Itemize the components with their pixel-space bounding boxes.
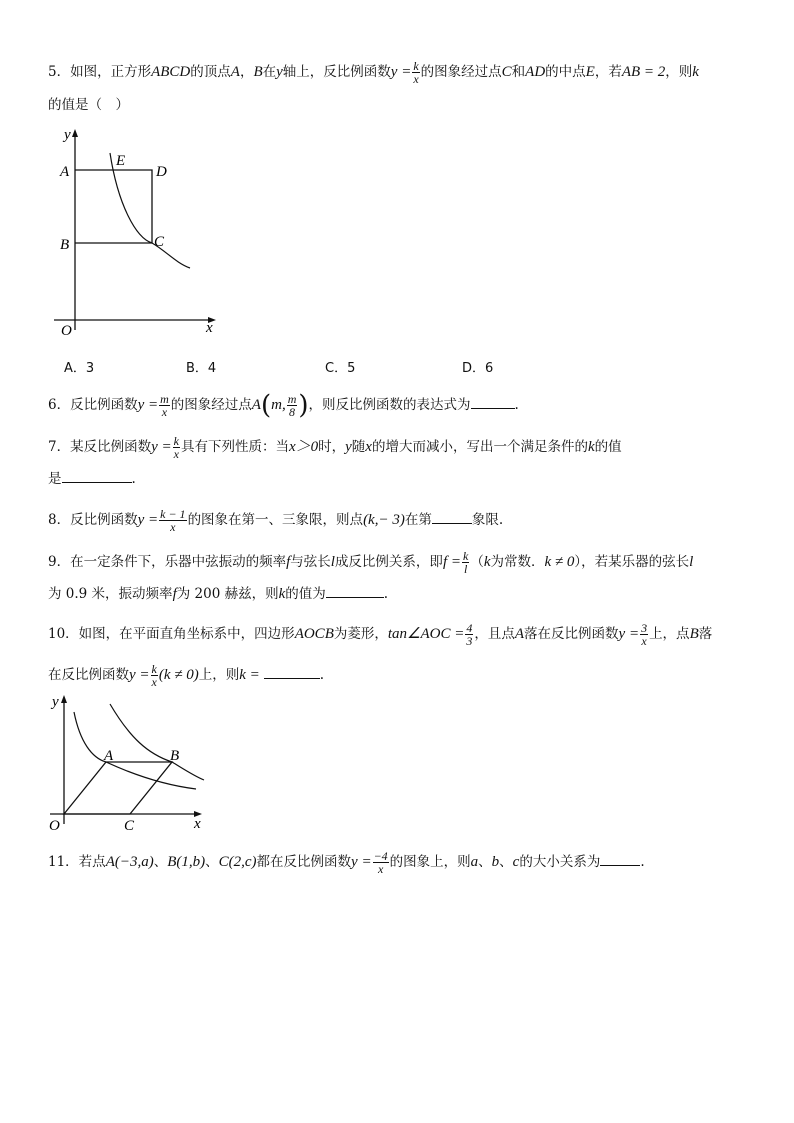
- q8-point: (k,− 3): [363, 512, 405, 528]
- q11-text: 的图象上，则: [389, 854, 471, 870]
- q7-y-equals: y =: [151, 439, 172, 455]
- q10-text: 落: [698, 626, 713, 642]
- q5-fig-label-d: D: [156, 164, 167, 180]
- q8-fraction: [159, 508, 186, 533]
- q5-fig-label-c: C: [154, 234, 165, 250]
- q5-fig-label-a: A: [60, 164, 70, 180]
- q7-y-var: y: [345, 439, 352, 455]
- q10-fig-label-o: O: [49, 818, 60, 834]
- q5-point-a: A: [230, 64, 240, 80]
- q11-c-var: c: [512, 854, 520, 870]
- q8-text: 8．反比例函数: [48, 512, 138, 528]
- q11-point-c: C(2,c): [218, 854, 257, 870]
- q10-fig-label-a: A: [104, 748, 114, 764]
- q5-line-1: [48, 60, 699, 85]
- q9-text: ），若某乐器的弦长: [574, 554, 690, 570]
- q5-choice-c[interactable]: C．5: [325, 361, 356, 376]
- q10-fraction: [640, 622, 648, 647]
- q5-figure: [48, 125, 228, 343]
- q11-text: 、: [499, 854, 513, 870]
- q8-y-equals: y =: [137, 512, 159, 528]
- q11-text: 11．若点: [48, 854, 106, 870]
- q9-f-var: f: [286, 554, 291, 570]
- q5-ab-value: AB = 2: [621, 64, 666, 80]
- q5-fig-label-e: E: [116, 153, 126, 169]
- q10-y-axis-arrow: [61, 695, 67, 703]
- q5-text: 轴上，反比例函数: [282, 64, 391, 80]
- q5-choice-d[interactable]: D．6: [462, 361, 494, 376]
- q10-line-2: [48, 663, 324, 688]
- q5-text: 5．如图，正方形: [48, 64, 152, 80]
- fraction-numerator: 3: [641, 621, 648, 635]
- q5-text: 和: [511, 64, 526, 80]
- q9-l-var: l: [330, 554, 335, 570]
- q9-k-var: k: [278, 586, 286, 602]
- q5-y-var: y: [276, 64, 283, 80]
- q6-line: [48, 390, 519, 421]
- q5-y-equals: y =: [390, 64, 412, 80]
- q11-fraction: [373, 850, 389, 875]
- q10-text: 落在反比例函数: [524, 626, 619, 642]
- q5-fraction: [412, 60, 419, 85]
- q9-f-var: f: [172, 586, 177, 602]
- q5-text: ，若: [594, 64, 622, 80]
- q6-right-paren: ): [298, 390, 309, 421]
- q5-fig-label-o: O: [61, 323, 72, 339]
- q7-text: 随: [351, 439, 366, 455]
- q7-text: 时，: [318, 439, 346, 455]
- q9-text: 成反比例关系，即: [334, 554, 443, 570]
- q8-text: 象限.: [471, 512, 504, 528]
- q9-text: 为常数．: [490, 554, 545, 570]
- q5-text: 的顶点: [190, 64, 231, 80]
- fraction-numerator: m: [160, 392, 169, 406]
- q10-fig-label-c: C: [124, 818, 135, 834]
- q9-text: 为 0.9 米，振动频率: [48, 586, 173, 602]
- fraction-denominator: x: [161, 405, 168, 419]
- fraction-denominator: 3: [466, 634, 473, 648]
- fraction-denominator: x: [151, 675, 157, 689]
- q10-period: .: [319, 667, 325, 683]
- q6-left-paren: (: [260, 390, 272, 421]
- q8-text: 的图象在第一、三象限，则点: [187, 512, 364, 528]
- fraction-numerator: k: [413, 59, 419, 73]
- q9-fraction: [462, 550, 469, 575]
- fraction-numerator: 4: [466, 621, 473, 635]
- q7-line-2: [48, 470, 136, 488]
- q10-fig-label-y: y: [52, 694, 59, 710]
- q8-text: 在第: [404, 512, 432, 528]
- q9-text: 9．在一定条件下，乐器中弦振动的频率: [48, 554, 287, 570]
- q10-text: 为菱形，: [333, 626, 388, 642]
- q11-line: [48, 850, 645, 875]
- q10-y-equals: y =: [129, 667, 150, 683]
- q10-fraction-2: [151, 663, 158, 688]
- q5-fig-label-b: B: [60, 237, 70, 253]
- q6-answer-blank[interactable]: [471, 396, 515, 409]
- q7-text: 是: [48, 471, 62, 487]
- q9-text: （: [470, 554, 484, 570]
- fraction-numerator: k: [151, 662, 157, 676]
- q11-text: 、: [478, 854, 492, 870]
- q10-rhombus: [64, 762, 172, 814]
- q11-text: 、: [205, 854, 219, 870]
- q5-point-c: C: [501, 64, 512, 80]
- fraction-denominator: l: [463, 562, 468, 576]
- q11-point-a: A(−3,a): [105, 854, 154, 870]
- q7-period: .: [131, 471, 136, 487]
- q9-text: 为 200 赫兹，则: [176, 586, 279, 602]
- q5-point-b: B: [253, 64, 263, 80]
- q8-line: [48, 508, 503, 533]
- q10-text: ，且点: [474, 626, 515, 642]
- q9-f-equals: f =: [442, 554, 461, 570]
- q10-figure: [44, 690, 214, 835]
- q10-y-equals: y =: [618, 626, 640, 642]
- q5-line-2: [48, 96, 129, 114]
- q10-text: 10．如图，在平面直角坐标系中，四边形: [48, 626, 295, 642]
- q7-answer-blank[interactable]: [62, 470, 132, 483]
- q9-text: 的值为: [285, 586, 326, 602]
- q9-text: 与弦长: [290, 554, 331, 570]
- q5-question-end: 的值是（ ）: [48, 97, 129, 113]
- q6-point-fraction: [287, 393, 298, 418]
- q11-a-var: a: [470, 854, 479, 870]
- q9-period: .: [383, 586, 389, 602]
- q5-k-var: k: [692, 64, 699, 80]
- q5-point-e: E: [585, 64, 595, 80]
- fraction-denominator: x: [413, 72, 419, 86]
- q11-b-var: b: [491, 854, 500, 870]
- q9-l-var: l: [689, 554, 694, 570]
- q10-point-a: A: [514, 626, 525, 642]
- q5-text: 的图象经过点: [420, 64, 502, 80]
- q11-y-equals: y =: [351, 854, 372, 870]
- q10-line-1: [48, 622, 712, 647]
- q7-text: 的值: [594, 439, 622, 455]
- q5-square: [75, 170, 152, 243]
- q9-k-var: k: [483, 554, 491, 570]
- q5-choice-b[interactable]: B．4: [186, 361, 217, 376]
- q5-text: 在: [262, 64, 277, 80]
- q7-x-var: x: [365, 439, 372, 455]
- q10-text: 上，则: [198, 667, 240, 683]
- q10-text: 在反比例函数: [48, 667, 129, 683]
- q9-answer-blank[interactable]: [326, 585, 384, 598]
- q11-period: .: [640, 854, 645, 870]
- q10-text: 上，点: [649, 626, 690, 642]
- q10-answer-blank[interactable]: [264, 666, 320, 679]
- q10-fig-label-b: B: [170, 748, 180, 764]
- fraction-numerator: m: [287, 392, 297, 406]
- q5-choice-a[interactable]: A．3: [64, 361, 95, 376]
- q5-fig-label-x: x: [206, 320, 213, 336]
- q5-segment-ad: AD: [525, 64, 546, 80]
- q7-text: 的增大而减小，写出一个满足条件的: [371, 439, 588, 455]
- q11-text: 的大小关系为: [519, 854, 601, 870]
- q5-fig-label-y: y: [64, 127, 71, 143]
- fraction-numerator: k − 1: [160, 507, 186, 521]
- q7-text: 7．某反比例函数: [48, 439, 152, 455]
- q10-curve-outer: [110, 704, 204, 780]
- q7-line-1: [48, 435, 622, 460]
- fraction-denominator: 8: [289, 405, 296, 419]
- q6-fraction: [159, 393, 170, 418]
- q9-line-2: [48, 585, 388, 603]
- q11-text: 、: [153, 854, 168, 870]
- q5-text: 的中点: [545, 64, 586, 80]
- q7-k-var: k: [587, 439, 595, 455]
- q11-point-b: B(1,b): [167, 854, 206, 870]
- fraction-denominator: x: [377, 862, 384, 876]
- q5-square-name: ABCD: [151, 64, 191, 80]
- q10-tan-fraction: [465, 622, 473, 647]
- fraction-denominator: x: [170, 520, 176, 534]
- q5-text: ，则: [665, 64, 693, 80]
- fraction-denominator: x: [641, 634, 647, 648]
- q9-line-1: [48, 550, 693, 575]
- q10-point-b: B: [689, 626, 699, 642]
- fraction-denominator: x: [173, 447, 179, 461]
- q6-text: 的图象经过点: [170, 397, 252, 413]
- q5-y-axis-arrow: [72, 129, 78, 137]
- q11-answer-blank[interactable]: [600, 853, 640, 866]
- fraction-numerator: −4: [373, 849, 388, 863]
- q6-text: 6．反比例函数: [48, 397, 138, 413]
- q6-text: ，则反比例函数的表达式为: [308, 397, 471, 413]
- q6-point-m: m,: [271, 397, 286, 413]
- q10-rhombus-name: AOCB: [294, 626, 334, 642]
- fraction-numerator: k: [173, 434, 179, 448]
- q6-point-a: A: [251, 397, 261, 413]
- q10-k-condition: (k ≠ 0): [158, 667, 199, 683]
- q7-condition: x＞0: [288, 439, 319, 455]
- q7-text: 具有下列性质：当: [180, 439, 289, 455]
- q7-fraction: [173, 435, 180, 460]
- q5-text: ，: [239, 64, 254, 80]
- q8-answer-blank[interactable]: [432, 511, 472, 524]
- q11-text: 都在反比例函数: [256, 854, 352, 870]
- q9-k-condition: k ≠ 0: [544, 554, 575, 570]
- q10-fig-label-x: x: [194, 816, 201, 832]
- fraction-numerator: k: [462, 549, 469, 563]
- q6-y-equals: y =: [137, 397, 159, 413]
- q6-period: .: [514, 397, 519, 413]
- q10-tan: tan∠AOC =: [387, 626, 465, 642]
- q10-k-equals: k =: [239, 667, 260, 683]
